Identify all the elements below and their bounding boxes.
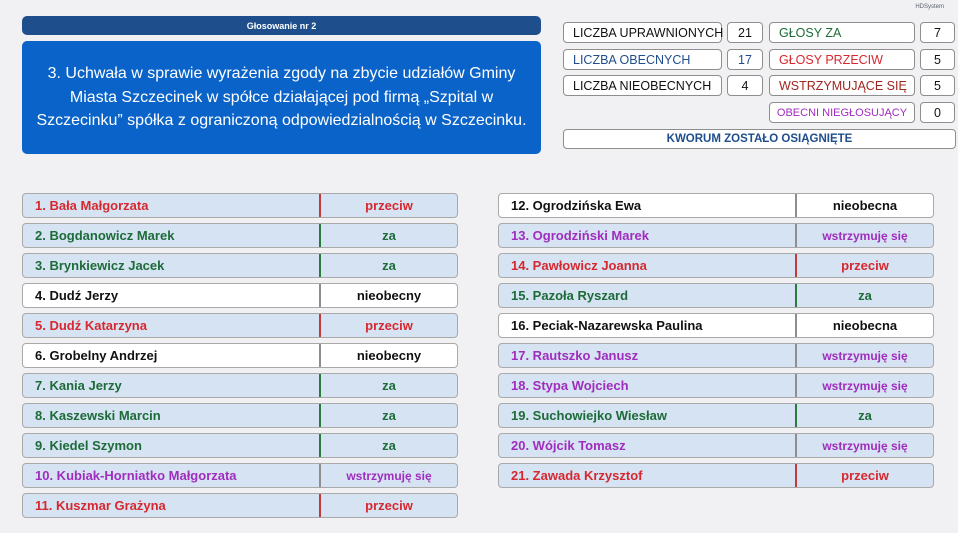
- voter-row: [22, 343, 458, 368]
- voter-vote: za: [319, 374, 457, 397]
- voter-row: [498, 283, 934, 308]
- voter-name: 8. Kaszewski Marcin: [35, 408, 161, 423]
- voter-name: 9. Kiedel Szymon: [35, 438, 142, 453]
- voter-vote: wstrzymuję się: [795, 344, 933, 367]
- stat-wstrzymujace-value: 5: [920, 75, 955, 96]
- voter-vote: nieobecna: [795, 314, 933, 337]
- stat-obecnych-label: LICZBA OBECNYCH: [563, 49, 722, 70]
- voter-vote: za: [319, 254, 457, 277]
- voter-row: [22, 193, 458, 218]
- voter-vote: za: [319, 434, 457, 457]
- voter-name: 4. Dudź Jerzy: [35, 288, 119, 303]
- voter-name: 16. Peciak-Nazarewska Paulina: [511, 318, 703, 333]
- voter-vote: przeciw: [795, 464, 933, 487]
- voter-row: [498, 223, 934, 248]
- stat-niegosujacy-value: 0: [920, 102, 955, 123]
- kworum-status: KWORUM ZOSTAŁO OSIĄGNIĘTE: [563, 129, 956, 149]
- voter-vote: wstrzymuję się: [795, 224, 933, 247]
- voter-vote: przeciw: [319, 494, 457, 517]
- voter-name: 11. Kuszmar Grażyna: [35, 498, 166, 513]
- voter-name: 20. Wójcik Tomasz: [511, 438, 626, 453]
- voter-row: [22, 463, 458, 488]
- voter-row: [22, 223, 458, 248]
- voter-name: 3. Brynkiewicz Jacek: [35, 258, 165, 273]
- stat-nieobecnych-label: LICZBA NIEOBECNYCH: [563, 75, 722, 96]
- voter-name: 21. Zawada Krzysztof: [511, 468, 643, 483]
- voter-name: 15. Pazoła Ryszard: [511, 288, 629, 303]
- voter-vote: nieobecny: [319, 284, 457, 307]
- voter-row: [22, 313, 458, 338]
- stat-uprawnionych-label: LICZBA UPRAWNIONYCH: [563, 22, 722, 43]
- stat-glosy-za-value: 7: [920, 22, 955, 43]
- voter-row: [22, 433, 458, 458]
- voter-name: 2. Bogdanowicz Marek: [35, 228, 175, 243]
- vote-number-header: Głosowanie nr 2: [22, 16, 541, 35]
- stat-uprawnionych-value: 21: [727, 22, 763, 43]
- voter-row: [22, 373, 458, 398]
- voter-vote: za: [795, 404, 933, 427]
- voter-name: 18. Stypa Wojciech: [511, 378, 629, 393]
- voter-row: [498, 403, 934, 428]
- stat-wstrzymujace-label: WSTRZYMUJĄCE SIĘ: [769, 75, 915, 96]
- voter-vote: za: [319, 404, 457, 427]
- voter-vote: wstrzymuję się: [795, 374, 933, 397]
- voter-row: [498, 253, 934, 278]
- voter-vote: wstrzymuję się: [319, 464, 457, 487]
- voter-row: [498, 373, 934, 398]
- resolution-title: 3. Uchwała w sprawie wyrażenia zgody na zbycie udziałów Gminy Miasta Szczecinek w spółce działającej pod firmą „Szpital w Szczecinku” spółka z ograniczoną odpowiedzialnością w Szczecinku.: [22, 41, 541, 154]
- voter-row: [498, 343, 934, 368]
- voter-vote: za: [319, 224, 457, 247]
- voter-row: [22, 493, 458, 518]
- voter-name: 19. Suchowiejko Wiesław: [511, 408, 667, 423]
- voter-row: [22, 283, 458, 308]
- voter-name: 7. Kania Jerzy: [35, 378, 122, 393]
- voter-name: 6. Grobelny Andrzej: [35, 348, 158, 363]
- voter-row: [498, 463, 934, 488]
- stat-niegosujacy-label: OBECNI NIEGŁOSUJĄCY: [769, 102, 915, 123]
- stat-obecnych-value: 17: [727, 49, 763, 70]
- voter-name: 10. Kubiak-Horniatko Małgorzata: [35, 468, 237, 483]
- voter-row: [498, 193, 934, 218]
- voter-name: 5. Dudź Katarzyna: [35, 318, 147, 333]
- stat-glosy-przeciw-value: 5: [920, 49, 955, 70]
- stat-glosy-przeciw-label: GŁOSY PRZECIW: [769, 49, 915, 70]
- voter-name: 1. Bała Małgorzata: [35, 198, 149, 213]
- brand-label: HDSystem: [915, 4, 944, 10]
- stat-glosy-za-label: GŁOSY ZA: [769, 22, 915, 43]
- voter-vote: nieobecna: [795, 194, 933, 217]
- voter-name: 14. Pawłowicz Joanna: [511, 258, 647, 273]
- voter-vote: przeciw: [319, 194, 457, 217]
- voter-row: [498, 433, 934, 458]
- voter-row: [22, 403, 458, 428]
- voter-name: 17. Rautszko Janusz: [511, 348, 639, 363]
- voter-vote: wstrzymuję się: [795, 434, 933, 457]
- voter-row: [22, 253, 458, 278]
- voter-vote: nieobecny: [319, 344, 457, 367]
- voter-name: 12. Ogrodzińska Ewa: [511, 198, 642, 213]
- voter-vote: za: [795, 284, 933, 307]
- voter-row: [498, 313, 934, 338]
- voter-vote: przeciw: [795, 254, 933, 277]
- voter-vote: przeciw: [319, 314, 457, 337]
- stat-nieobecnych-value: 4: [727, 75, 763, 96]
- voter-name: 13. Ogrodziński Marek: [511, 228, 649, 243]
